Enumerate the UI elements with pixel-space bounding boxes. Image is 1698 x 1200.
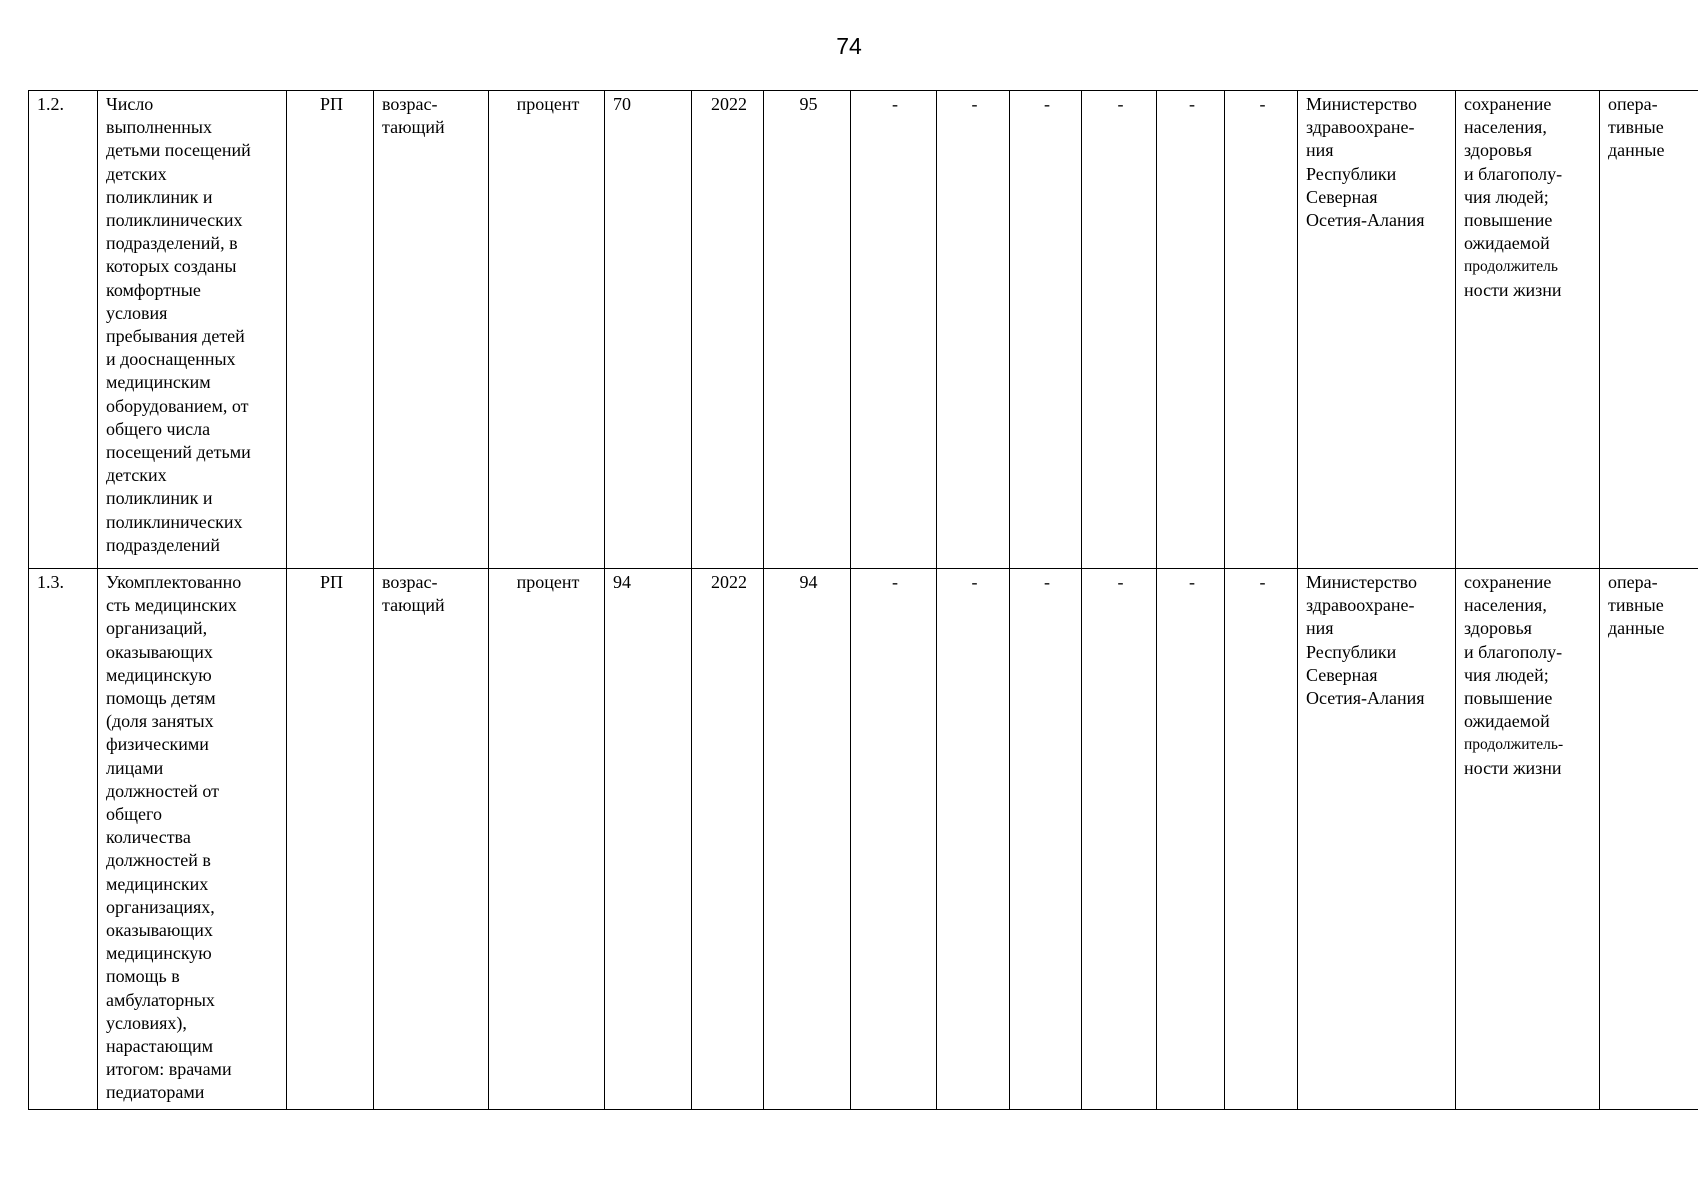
year-value: - — [1225, 91, 1298, 569]
year-value: - — [937, 91, 1010, 569]
year-value: - — [1010, 569, 1082, 1110]
year-value: - — [851, 91, 937, 569]
national-goal — [1456, 91, 1600, 569]
row-number: 1.2. — [29, 91, 98, 569]
base-year: 2022 — [692, 569, 764, 1110]
indicator-trend: возрас- тающий — [374, 91, 489, 569]
table-row — [29, 569, 1698, 1110]
year-value: - — [1082, 569, 1157, 1110]
national-goal-hyphenated: продолжитель — [1464, 258, 1558, 276]
indicator-trend: возрас- тающий — [374, 569, 489, 1110]
target-value: 94 — [764, 569, 851, 1110]
indicators-table — [28, 90, 1698, 1110]
unit-of-measure: процент — [489, 569, 605, 1110]
year-value: - — [851, 569, 937, 1110]
responsible-body: Министерство здравоохране- ния Республики Северная Осетия-Алания — [1298, 569, 1456, 1110]
national-goal-tail: ности жизни — [1464, 757, 1562, 778]
unit-of-measure: процент — [489, 91, 605, 569]
national-goal-hyphenated: продолжитель- — [1464, 736, 1564, 754]
information-system: опера- тивные данные — [1600, 91, 1698, 569]
national-goal-tail: ности жизни — [1464, 279, 1562, 300]
year-value: - — [937, 569, 1010, 1110]
year-value: - — [1010, 91, 1082, 569]
indicator-name: Число выполненных детьми посещений детских поликлиник и поликлинических подразделений, в которых созданы комфортные условия пребывания детей и дооснащенных медицинским оборудованием, от общего числа посещений детьми детских поликлиник и поликлинических подразделений — [98, 91, 287, 569]
national-goal — [1456, 569, 1600, 1110]
indicator-level: РП — [287, 91, 374, 569]
page-number: 74 — [836, 33, 862, 59]
table-row — [29, 91, 1698, 569]
target-value: 95 — [764, 91, 851, 569]
national-goal-text: сохранение населения, здоровья и благополу- чия людей; повышение ожидаемой — [1464, 94, 1563, 254]
indicator-level: РП — [287, 569, 374, 1110]
national-goal-text: сохранение населения, здоровья и благополу- чия людей; повышение ожидаемой — [1464, 572, 1563, 732]
year-value: - — [1157, 91, 1225, 569]
base-value: 94 — [605, 569, 692, 1110]
base-value: 70 — [605, 91, 692, 569]
information-system: опера- тивные данные — [1600, 569, 1698, 1110]
year-value: - — [1082, 91, 1157, 569]
base-year: 2022 — [692, 91, 764, 569]
responsible-body: Министерство здравоохране- ния Республики Северная Осетия-Алания — [1298, 91, 1456, 569]
row-number: 1.3. — [29, 569, 98, 1110]
year-value: - — [1157, 569, 1225, 1110]
indicator-name: Укомплектованно сть медицинских организаций, оказывающих медицинскую помощь детям (доля занятых физическими лицами должностей от общего количества должностей в медицинских организациях, оказывающих медицинскую помощь в амбулаторных условиях), нарастающим итогом: врачами педиаторами — [98, 569, 287, 1110]
year-value: - — [1225, 569, 1298, 1110]
